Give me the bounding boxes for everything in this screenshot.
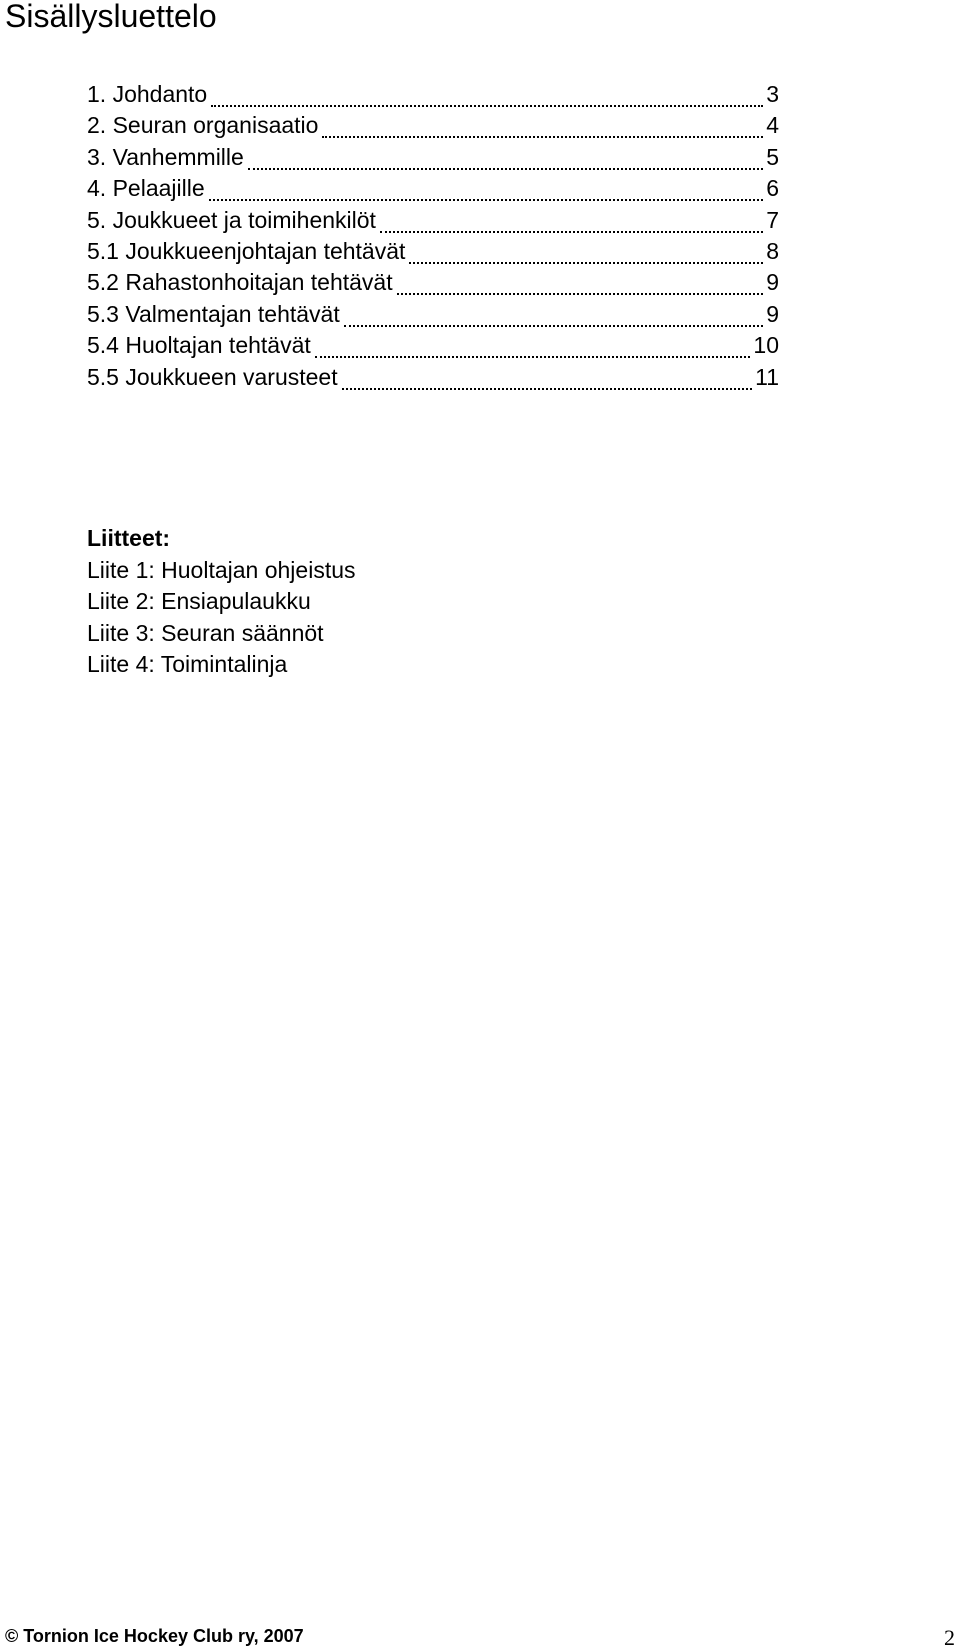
toc-entry: [87, 236, 779, 267]
toc-entry: [87, 173, 779, 204]
toc-entry-page: 7: [766, 206, 779, 233]
attachment-item: Liite 3: Seuran säännöt: [87, 619, 324, 646]
toc-entry: [87, 299, 779, 330]
toc-entry: [87, 110, 779, 141]
page-title: Sisällysluettelo: [5, 0, 217, 34]
toc-entry-page: 9: [766, 269, 779, 296]
attachments-heading: Liitteet:: [87, 525, 171, 551]
toc-entry-title: 5.3 Valmentajan tehtävät: [87, 300, 340, 327]
toc-entry-page: 3: [766, 81, 779, 107]
toc-entry-page: 9: [766, 300, 779, 327]
toc-dot-leader: [380, 231, 763, 233]
attachment-item: Liite 1: Huoltajan ohjeistus: [87, 556, 356, 583]
toc-dot-leader: [409, 262, 763, 264]
attachments-section: [87, 523, 356, 681]
footer-copyright: © Tornion Ice Hockey Club ry, 2007: [5, 1626, 304, 1646]
toc-entry: [87, 205, 779, 236]
toc-entry-page: 4: [766, 112, 779, 139]
toc-dot-leader: [322, 136, 763, 138]
toc-dot-leader: [211, 105, 763, 107]
toc-entry: [87, 330, 779, 361]
toc-entry: [87, 362, 779, 393]
toc-dot-leader: [397, 293, 764, 295]
toc-entry: [87, 79, 779, 110]
page-number: 2: [944, 1625, 955, 1650]
toc-entry-title: 4. Pelaajille: [87, 175, 205, 202]
toc-dot-leader: [315, 356, 751, 358]
toc-entry-title: 5.4 Huoltajan tehtävät: [87, 332, 311, 359]
table-of-contents: [87, 79, 779, 393]
toc-entry-title: 5.2 Rahastonhoitajan tehtävät: [87, 269, 393, 296]
toc-dot-leader: [209, 199, 764, 201]
toc-entry-page: 8: [766, 237, 779, 264]
toc-entry-page: 11: [755, 363, 779, 390]
toc-entry: [87, 267, 779, 298]
toc-entry-title: 3. Vanhemmille: [87, 143, 244, 170]
page-footer: [5, 1625, 955, 1649]
attachment-item: Liite 2: Ensiapulaukku: [87, 588, 311, 614]
toc-entry-page: 6: [766, 175, 779, 202]
toc-dot-leader: [344, 325, 763, 327]
toc-entry: [87, 142, 779, 173]
toc-entry-title: 2. Seuran organisaatio: [87, 112, 319, 139]
toc-entry-page: 5: [766, 143, 779, 170]
toc-entry-title: 5.1 Joukkueenjohtajan tehtävät: [87, 237, 406, 264]
toc-dot-leader: [248, 168, 763, 170]
toc-entry-title: 5.5 Joukkueen varusteet: [87, 363, 338, 390]
toc-dot-leader: [342, 388, 753, 390]
attachment-item: Liite 4: Toimintalinja: [87, 651, 288, 677]
toc-entry-title: 5. Joukkueet ja toimihenkilöt: [87, 206, 376, 233]
toc-entry-page: 10: [753, 332, 779, 359]
toc-entry-title: 1. Johdanto: [87, 81, 208, 107]
